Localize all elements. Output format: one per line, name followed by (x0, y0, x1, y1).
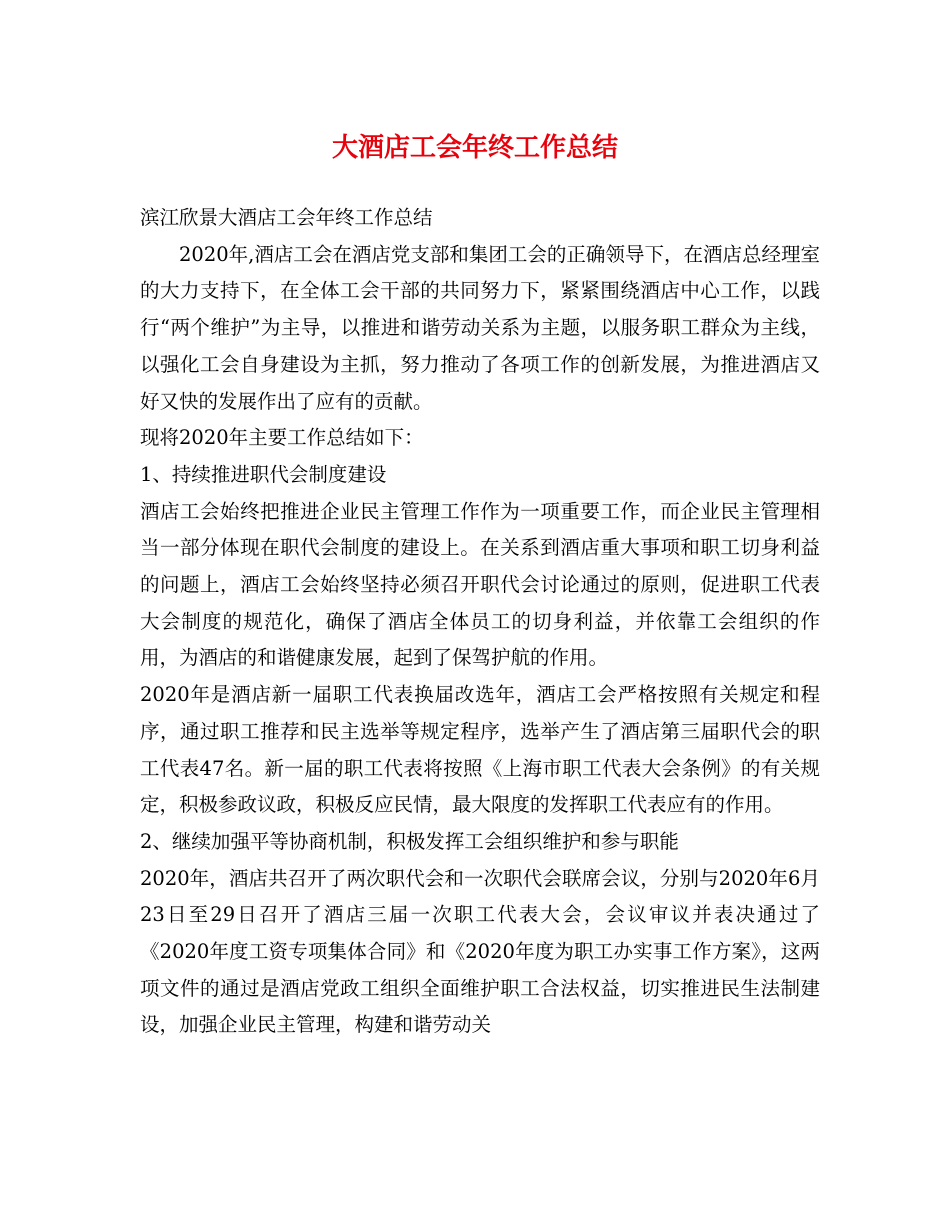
intro-paragraph: 2020年,酒店工会在酒店党支部和集团工会的正确领导下，在酒店总经理室的大力支持下，在全体工会干部的共同努力下，紧紧围绕酒店中心工作，以践行“两个维护”为主导，以推进和谐劳动关系为主题，以服务职工群众为主线，以强化工会自身建设为主抓，努力推动了各项工作的创新发展，为推进酒店又好又快的发展作出了应有的贡献。 (140, 242, 820, 413)
body-paragraph: 2020年是酒店新一届职工代表换届改选年，酒店工会严格按照有关规定和程序，通过职工推荐和民主选举等规定程序，选举产生了酒店第三届职代会的职工代表47名。新一届的职工代表将按照《上海市职工代表大会条例》的有关规定，积极参政议政，积极反应民情，最大限度的发挥职工代表应有的作用。 (140, 683, 820, 817)
section-heading-2: 2、继续加强平等协商机制，积极发挥工会组织维护和参与职能 (140, 829, 679, 853)
summary-lead-paragraph: 现将2020年主要工作总结如下： (140, 426, 424, 450)
document-subtitle: 滨江欣景大酒店工会年终工作总结 (140, 206, 433, 229)
body-paragraph: 酒店工会始终把推进企业民主管理工作作为一项重要工作，而企业民主管理相当一部分体现在职代会制度的建设上。在关系到酒店重大事项和职工切身利益的问题上，酒店工会始终坚持必须召开职代会讨论通过的原则，促进职工代表大会制度的规范化，确保了酒店全体员工的切身利益，并依靠工会组织的作用，为酒店的和谐健康发展，起到了保驾护航的作用。 (140, 499, 820, 670)
document-body (140, 200, 820, 1044)
document-title: 大酒店工会年终工作总结 (331, 133, 618, 163)
section-heading-1: 1、持续推进职代会制度建设 (140, 462, 387, 486)
body-paragraph: 2020年，酒店共召开了两次职代会和一次职代会联席会议，分别与2020年6月23日至29日召开了酒店三届一次职工代表大会，会议审议并表决通过了《2020年度工资专项集体合同》和《2020年度为职工办实事工作方案》，这两项文件的通过是酒店党政工组织全面维护职工合法权益，切实推进民生法制建设，加强企业民主管理，构建和谐劳动关 (140, 866, 820, 1037)
